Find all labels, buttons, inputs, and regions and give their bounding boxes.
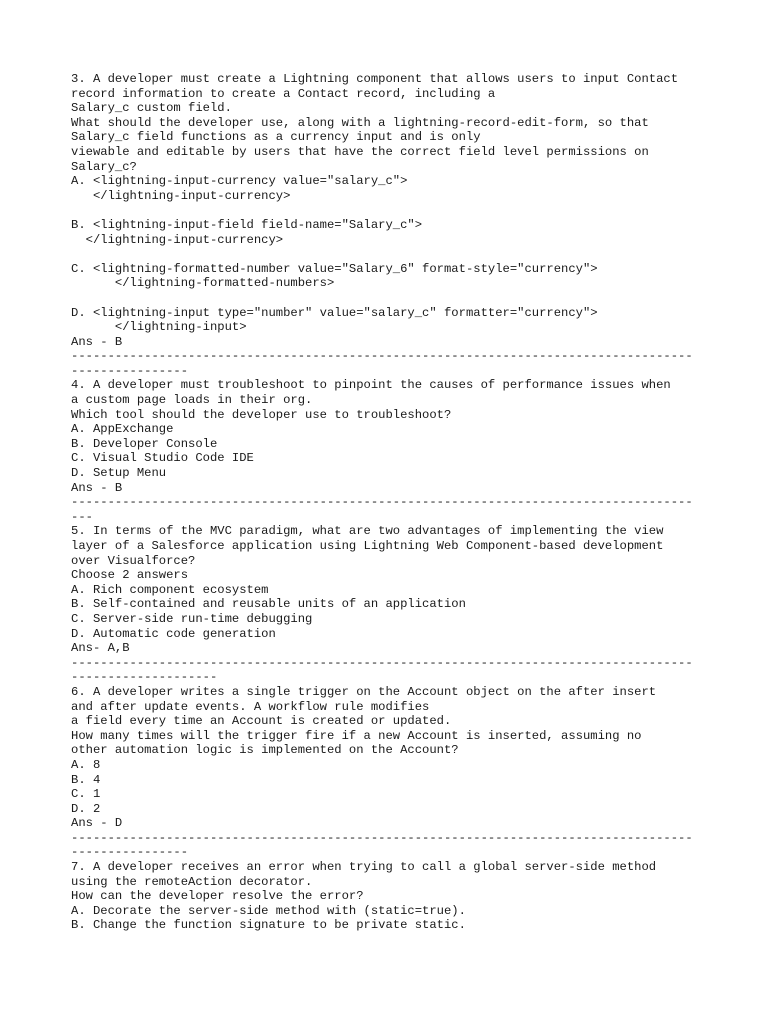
text-line: --- — [71, 509, 93, 524]
text-line: ------------------------------------------------------------------------------------- — [71, 830, 693, 845]
text-line: 6. A developer writes a single trigger on the Account object on the after insert — [71, 684, 657, 699]
text-line: using the remoteAction decorator. — [71, 874, 313, 889]
text-line: 3. A developer must create a Lightning component that allows users to input Contact — [71, 72, 679, 86]
text-line: ------------------------------------------------------------------------------------- — [71, 349, 693, 364]
text-line: ---------------- — [71, 845, 189, 860]
text-line: C. Visual Studio Code IDE — [71, 451, 254, 466]
text-line: layer of a Salesforce application using Lightning Web Component-based development — [71, 539, 664, 553]
document-text — [71, 72, 711, 933]
text-line: D. <lightning-input type="number" value="salary_c" formatter="currency"> — [71, 305, 598, 320]
text-line: B. 4 — [71, 772, 101, 787]
text-line — [71, 203, 711, 218]
text-line: Salary_c field functions as a currency input and is only — [71, 130, 481, 145]
text-line: viewable and editable by users that have the correct field level permissions on — [71, 144, 649, 159]
text-line: How can the developer resolve the error? — [71, 889, 364, 904]
text-line: ------------------------------------------------------------------------------------- — [71, 655, 693, 670]
text-line: ---------------- — [71, 363, 189, 378]
text-line — [71, 247, 711, 262]
text-line: C. <lightning-formatted-number value="Salary_6" format-style="currency"> — [71, 261, 598, 276]
text-line: A. Decorate the server-side method with (static=true). — [71, 903, 466, 918]
text-line: Salary_c custom field. — [71, 101, 232, 116]
text-line: 7. A developer receives an error when trying to call a global server-side method — [71, 860, 657, 875]
text-line: Ans - B — [71, 334, 123, 349]
text-line: B. Change the function signature to be private static. — [71, 918, 466, 933]
text-line: Ans- A,B — [71, 641, 130, 656]
text-line: a custom page loads in their org. — [71, 393, 313, 408]
text-line: How many times will the trigger fire if a new Account is inserted, assuming no — [71, 728, 642, 743]
text-line: and after update events. A workflow rule modifies — [71, 699, 430, 714]
text-line: B. Developer Console — [71, 436, 218, 451]
text-line: C. Server-side run-time debugging — [71, 611, 313, 626]
text-line: </lightning-input-currency> — [71, 232, 284, 247]
text-line — [71, 291, 711, 306]
text-line: A. <lightning-input-currency value="salary_c"> — [71, 174, 408, 189]
text-line: other automation logic is implemented on the Account? — [71, 743, 459, 758]
text-line: Ans - B — [71, 480, 123, 495]
text-line: A. AppExchange — [71, 422, 174, 437]
text-line: D. Automatic code generation — [71, 626, 276, 641]
text-line: Salary_c? — [71, 159, 137, 174]
text-line: </lightning-formatted-numbers> — [71, 276, 335, 291]
text-line: 4. A developer must troubleshoot to pinpoint the causes of performance issues when — [71, 378, 671, 393]
text-line: 5. In terms of the MVC paradigm, what are two advantages of implementing the view — [71, 524, 664, 539]
text-line: over Visualforce? — [71, 553, 196, 568]
text-line: C. 1 — [71, 787, 101, 802]
text-line: Ans - D — [71, 816, 123, 831]
text-line: Which tool should the developer use to troubleshoot? — [71, 407, 452, 422]
text-line: -------------------- — [71, 670, 218, 685]
text-line: A. 8 — [71, 757, 101, 772]
text-line: What should the developer use, along with a lightning-record-edit-form, so that — [71, 115, 649, 130]
text-line: record information to create a Contact record, including a — [71, 86, 496, 101]
text-line: A. Rich component ecosystem — [71, 582, 269, 597]
text-line: Choose 2 answers — [71, 568, 189, 583]
text-line: D. Setup Menu — [71, 466, 167, 481]
text-line: </lightning-input> — [71, 320, 247, 335]
text-line: D. 2 — [71, 801, 101, 816]
text-line: B. <lightning-input-field field-name="Salary_c"> — [71, 217, 423, 232]
text-line: </lightning-input-currency> — [71, 188, 291, 203]
text-line: a field every time an Account is created or updated. — [71, 714, 452, 729]
text-line: ------------------------------------------------------------------------------------- — [71, 495, 693, 510]
text-line: B. Self-contained and reusable units of an application — [71, 597, 466, 612]
